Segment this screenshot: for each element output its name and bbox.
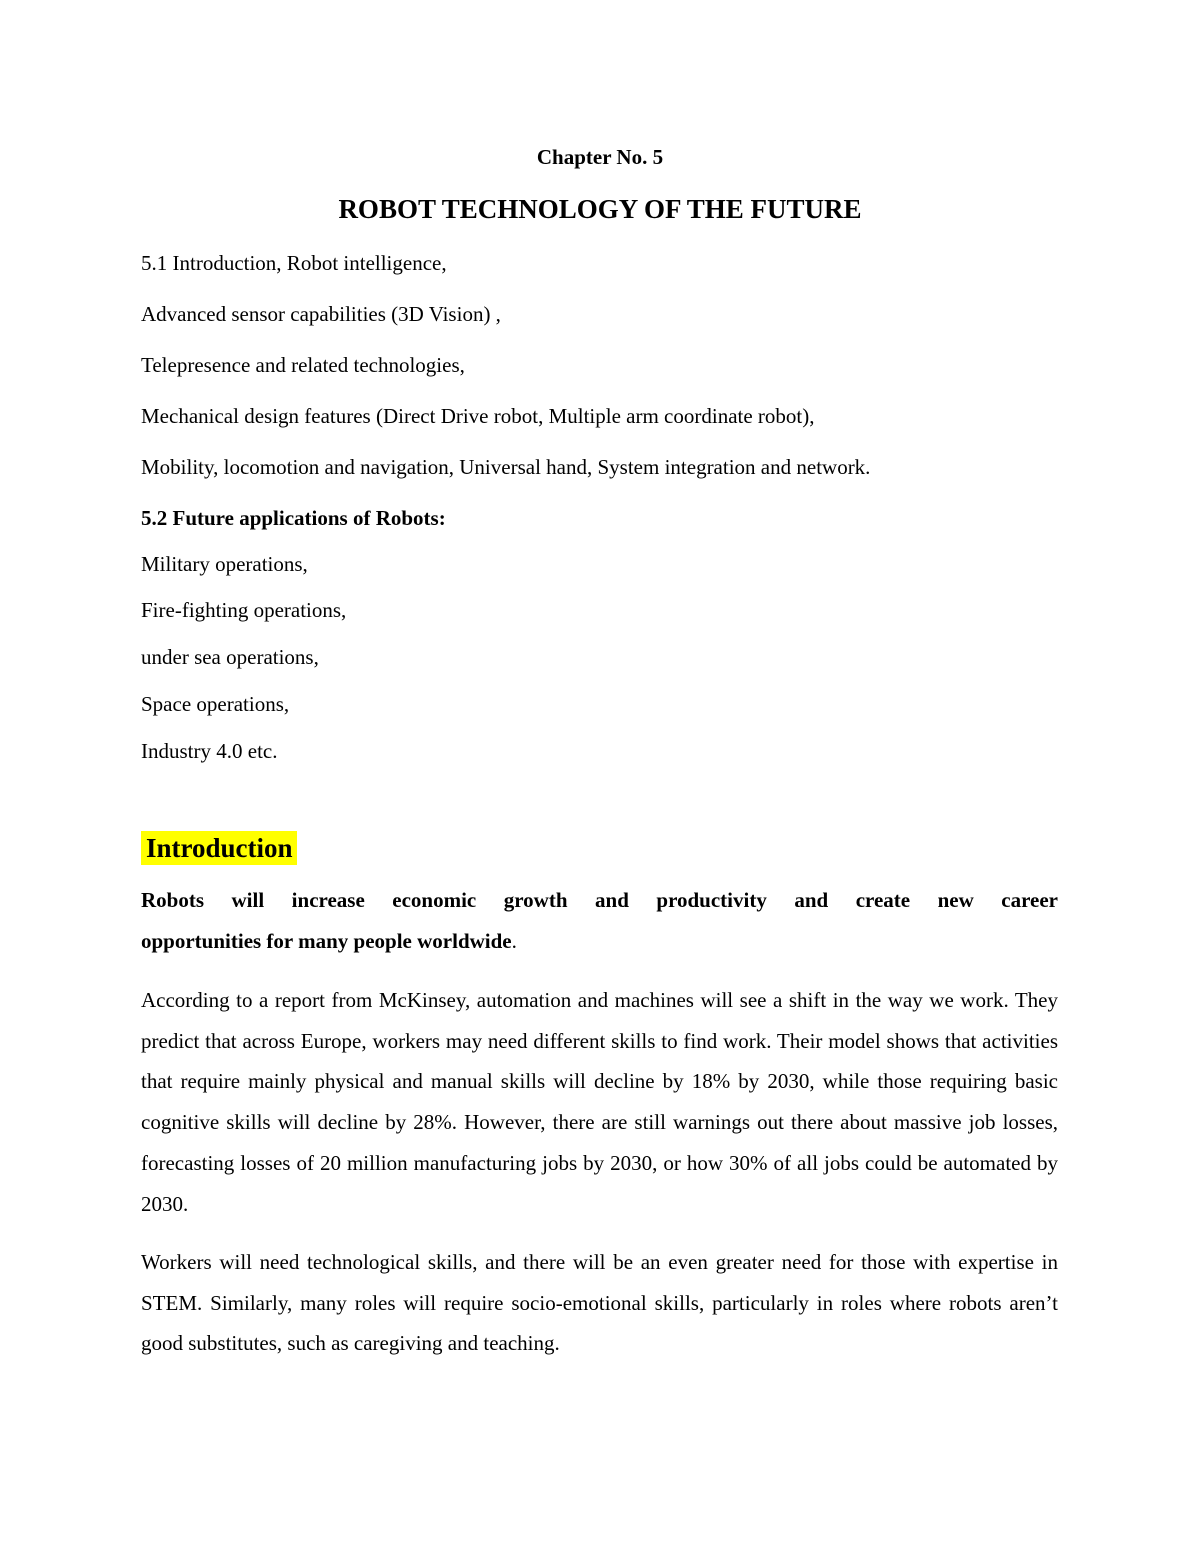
- application-item: Fire-fighting operations,: [141, 598, 347, 622]
- introduction-paragraph-2: Workers will need technological skills, and there will be an even greater need for those with expertise in STEM. Similarly, many roles will require socio-emotional skills, particularly in roles where robots aren’t good substitutes, such as caregiving and teaching.: [141, 1250, 1058, 1356]
- chapter-title: ROBOT TECHNOLOGY OF THE FUTURE: [338, 194, 862, 224]
- introduction-paragraph-1: According to a report from McKinsey, automation and machines will see a shift in the way we work. They predict that across Europe, workers may need different skills to find work. Their model shows that activities that require mainly physical and manual skills will decline by 18% by 2030, while those requiring basic cognitive skills will decline by 28%. However, there are still warnings out there about massive job losses, forecasting losses of 20 million manufacturing jobs by 2030, or how 30% of all jobs could be automated by 2030.: [141, 988, 1058, 1216]
- application-item: Space operations,: [141, 692, 290, 716]
- application-item: under sea operations,: [141, 645, 319, 669]
- application-item: Industry 4.0 etc.: [141, 739, 278, 763]
- introduction-lead-line: Robots will increase economic growth and productivity and create new career: [141, 888, 1058, 912]
- introduction-lead-line: [141, 921, 1058, 962]
- section-5-1-line: Mobility, locomotion and navigation, Universal hand, System integration and network.: [141, 455, 871, 479]
- introduction-heading: Introduction: [141, 831, 297, 865]
- introduction-lead-text: opportunities for many people worldwide: [141, 928, 512, 953]
- introduction-lead: [141, 880, 1058, 961]
- application-item: Military operations,: [141, 552, 308, 576]
- section-5-1-line: Telepresence and related technologies,: [141, 353, 465, 377]
- section-5-1-line: 5.1 Introduction, Robot intelligence,: [141, 251, 447, 275]
- chapter-number: Chapter No. 5: [536, 145, 664, 169]
- section-5-1-line: Mechanical design features (Direct Drive robot, Multiple arm coordinate robot),: [141, 404, 815, 428]
- section-5-1-line: Advanced sensor capabilities (3D Vision) ,: [141, 302, 501, 326]
- section-5-2-heading: 5.2 Future applications of Robots:: [141, 506, 446, 530]
- introduction-lead-period: .: [511, 928, 517, 953]
